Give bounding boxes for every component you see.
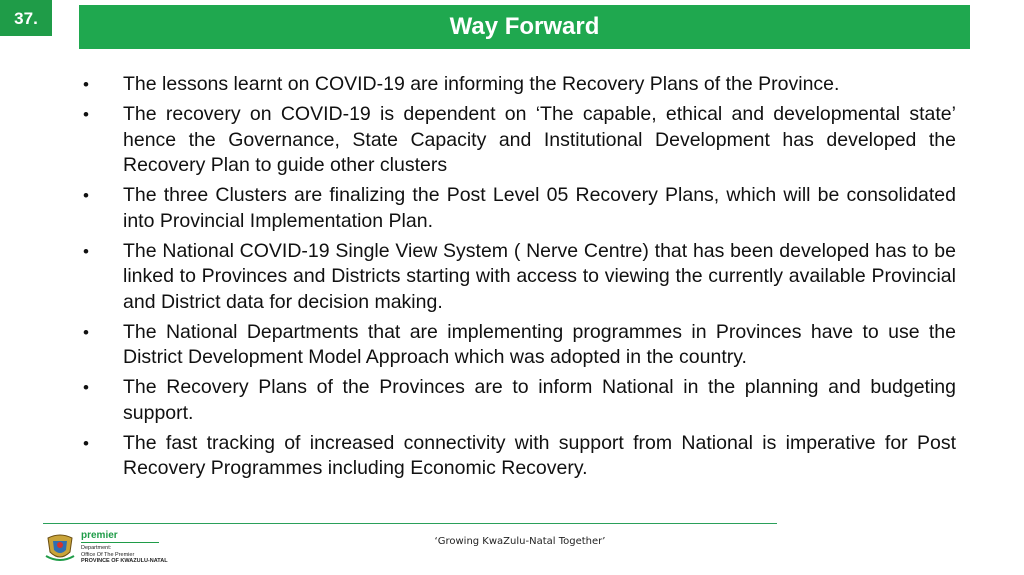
bullet-text: The recovery on COVID-19 is dependent on ‘The capable, ethical and developmental state’ hence the Governance, State Capacity and Institutional Development has developed the Recovery Plan to guide other clusters	[123, 103, 956, 176]
title-bar	[79, 5, 970, 49]
list-item	[80, 320, 956, 371]
list-item	[80, 239, 956, 316]
bullet-text: The National Departments that are implementing programmes in Provinces have to use the District Development Model Approach which was adopted in the country.	[123, 320, 956, 368]
list-item	[80, 72, 956, 98]
list-item	[80, 102, 956, 179]
footer-divider	[43, 523, 777, 524]
bullet-text: The National COVID-19 Single View System ( Nerve Centre) that has been developed has to be linked to Provinces and Districts starting with access to viewing the currently available Provincial and District data for decision making.	[123, 239, 956, 313]
logo-premier-text: premier	[81, 530, 118, 541]
bullet-icon: •	[83, 105, 89, 124]
bullet-icon: •	[83, 241, 89, 261]
bullet-text: The Recovery Plans of the Provinces are to inform National in the planning and budgeting support.	[123, 376, 956, 424]
logo-department: Department: Office Of The Premier PROVINCE OF KWAZULU-NATAL	[81, 545, 168, 564]
bullet-list	[80, 72, 956, 486]
bullet-icon: •	[83, 433, 89, 453]
slide-number: 37.	[0, 0, 52, 36]
page-title: Way Forward	[449, 13, 600, 40]
bullet-icon: •	[83, 378, 89, 397]
list-item	[80, 183, 956, 234]
footer-tagline: ‘Growing KwaZulu-Natal Together’	[434, 536, 606, 547]
list-item	[80, 375, 956, 426]
bullet-text: The fast tracking of increased connectivity with support from National is imperative for Post Recovery Programmes including Economic Recovery.	[123, 431, 956, 479]
bullet-icon: •	[83, 322, 89, 342]
bullet-text: The three Clusters are finalizing the Post Level 05 Recovery Plans, which will be consolidated into Provincial Implementation Plan.	[123, 184, 956, 232]
bullet-text: The lessons learnt on COVID-19 are informing the Recovery Plans of the Province.	[123, 73, 840, 95]
bullet-icon: •	[83, 75, 89, 94]
bullet-icon: •	[83, 186, 89, 205]
list-item	[80, 431, 956, 482]
